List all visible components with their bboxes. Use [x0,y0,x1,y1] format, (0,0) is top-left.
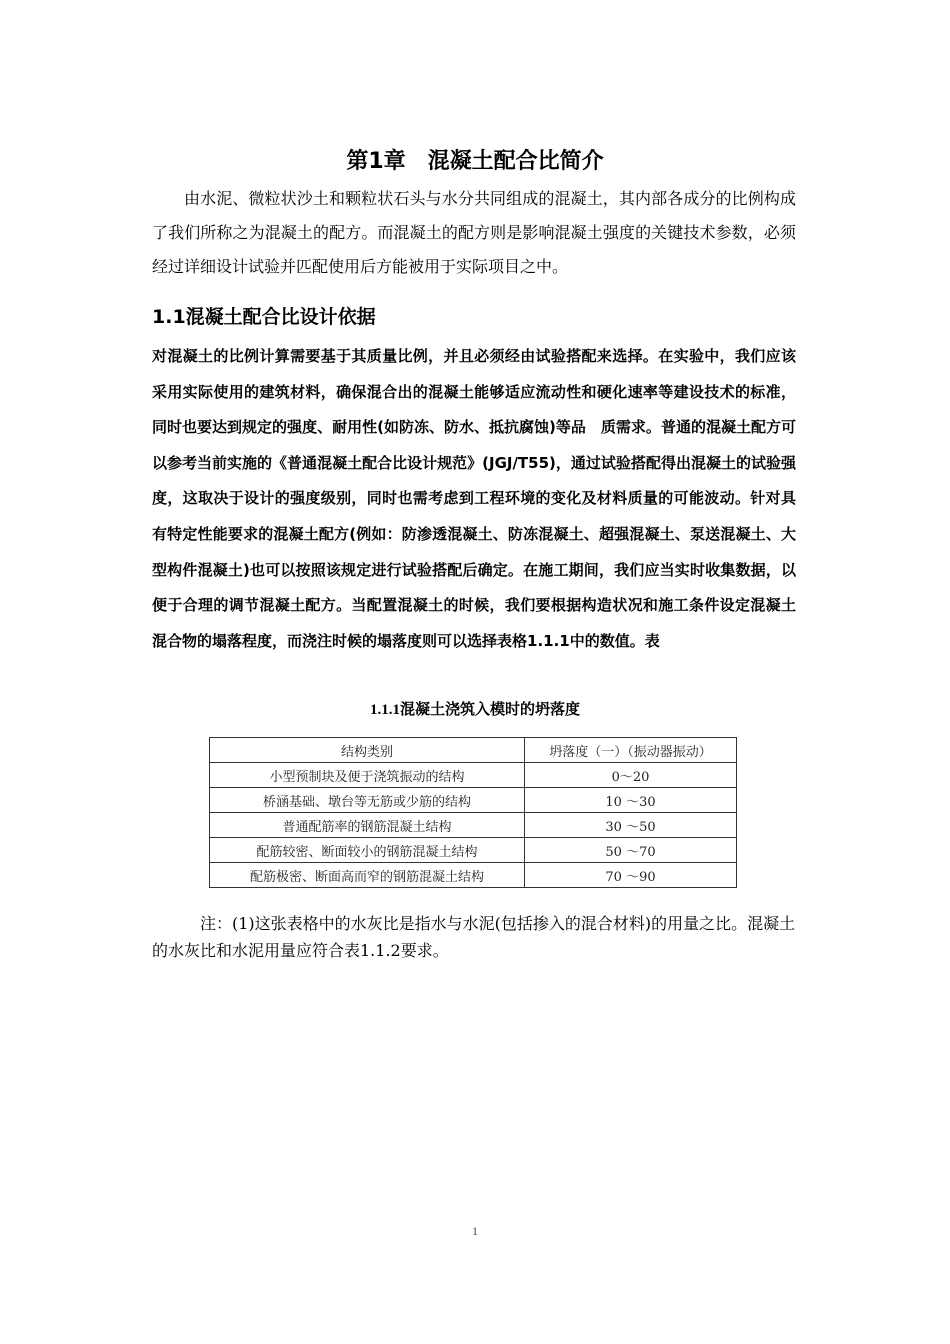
table-row [210,788,737,813]
table-cell-structure: 小型预制块及便于浇筑振动的结构 [210,763,525,788]
body-paragraph: 对混凝土的比例计算需要基于其质量比例，并且必须经由试验搭配来选择。在实验中，我们应该采用实际使用的建筑材料，确保混合出的混凝土能够适应流动性和硬化速率等建设技术的标准，同时也要达到规定的强度、耐用性(如防冻、防水、抵抗腐蚀)等品 质需求。普通的混凝土配方可以参考当前实施的《普通混凝土配合比设计规范》(JGJ/T55)，通过试验搭配得出混凝土的试验强度，这取决于设计的强度级别，同时也需考虑到工程环境的变化及材料质量的可能波动。针对具有特定性能要求的混凝土配方(例如：防渗透混凝土、防冻混凝土、超强混凝土、泵送混凝土、大型构件混凝土)也可以按照该规定进行试验搭配后确定。在施工期间，我们应当实时收集数据，以便于合理的调节混凝土配方。当配置混凝土的时候，我们要根据构造状况和施工条件设定混凝土混合物的塌落程度，而浇注时候的塌落度则可以选择表格1.1.1中的数值。表 [152,347,796,650]
table-row [210,813,737,838]
table-cell-structure: 普通配筋率的钢筋混凝土结构 [210,813,525,838]
table-cell-slump: 10 ～30 [525,788,737,813]
table-header-slump: 坍落度（一）（振动器振动） [525,738,737,763]
table-cell-structure: 配筋较密、断面较小的钢筋混凝土结构 [210,838,525,863]
table-cell-structure: 配筋极密、断面高而窄的钢筋混凝土结构 [210,863,525,888]
table-cell-slump: 30 ～50 [525,813,737,838]
chapter-title: 第1章 混凝土配合比简介 [346,149,604,174]
table-cell-slump: 0～20 [525,763,737,788]
table-note: 注：(1)这张表格中的水灰比是指水与水泥(包括掺入的混合材料)的用量之比。混凝土的水灰比和水泥用量应符合表1.1.2要求。 [152,914,796,960]
table-row [210,838,737,863]
table-cell-structure: 桥涵基础、墩台等无筋或少筋的结构 [210,788,525,813]
table-cell-slump: 50 ～70 [525,838,737,863]
slump-table [209,737,737,888]
table-cell-slump: 70 ～90 [525,863,737,888]
table-header-row [210,738,737,763]
table-caption: 1.1.1混凝土浇筑入模时的坍落度 [369,702,580,718]
table-row [210,763,737,788]
intro-paragraph: 由水泥、微粒状沙土和颗粒状石头与水分共同组成的混凝土，其内部各成分的比例构成了我们所称之为混凝土的配方。而混凝土的配方则是影响混凝土强度的关键技术参数，必须经过详细设计试验并匹配使用后方能被用于实际项目之中。 [152,189,796,276]
page-number: 1 [472,1224,478,1238]
section-title: 1.1混凝土配合比设计依据 [152,306,376,328]
table-header-structure-type: 结构类别 [210,738,525,763]
table-row [210,863,737,888]
